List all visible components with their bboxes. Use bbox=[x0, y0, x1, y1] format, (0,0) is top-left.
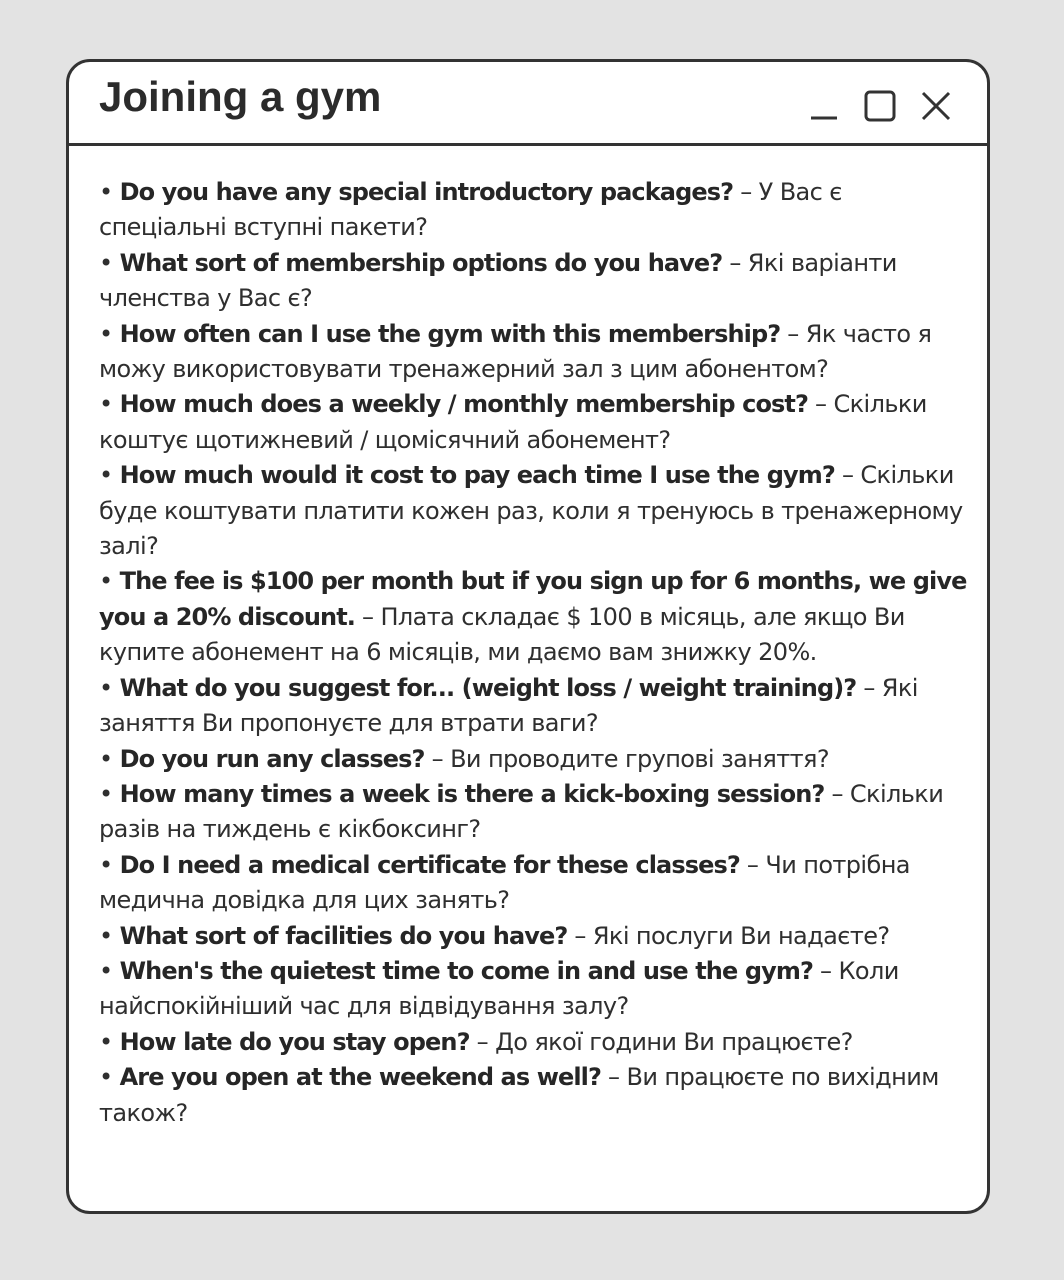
ukrainian-translation: Які варіанти членства у Вас є? bbox=[99, 248, 897, 313]
list-item: • What do you suggest for... (weight loss / weight training)? – Які заняття Ви пропонуєте для втрати ваги? bbox=[99, 673, 918, 738]
english-phrase: What sort of membership options do you have? bbox=[119, 248, 723, 277]
english-phrase: Are you open at the weekend as well? bbox=[119, 1063, 602, 1092]
english-phrase: Do you run any classes? bbox=[119, 744, 425, 773]
ukrainian-translation: Які заняття Ви пропонуєте для втрати ваги? bbox=[99, 673, 918, 738]
english-phrase: When's the quietest time to come in and use the gym? bbox=[119, 956, 813, 985]
ukrainian-translation: Скільки коштує щотижневий / щомісячний абонемент? bbox=[99, 390, 927, 454]
list-item: • Do I need a medical certificate for these classes? – Чи потрібна медична довідка для цих занять? bbox=[99, 850, 910, 915]
english-phrase: Do you have any special introductory packages? bbox=[119, 178, 734, 206]
maximize-icon[interactable] bbox=[863, 89, 897, 123]
list-item: • How many times a week is there a kick-boxing session? – Скільки разів на тиждень є кікбоксинг? bbox=[99, 779, 944, 844]
english-phrase: How late do you stay open? bbox=[119, 1027, 470, 1056]
list-item: • What sort of membership options do you have? – Які варіанти членства у Вас є? bbox=[99, 248, 897, 313]
ukrainian-translation: Скільки разів на тиждень є кікбоксинг? bbox=[99, 779, 944, 844]
list-item: • How often can I use the gym with this membership? – Як часто я можу використовувати тренажерний зал з цим абонентом? bbox=[99, 319, 932, 384]
ukrainian-translation: Ви проводите групові заняття? bbox=[450, 744, 829, 773]
list-item: • Do you have any special introductory packages? – У Вас є спеціальні вступні пакети? bbox=[99, 178, 842, 242]
ukrainian-translation: Ви працюєте по вихідним також? bbox=[99, 1063, 939, 1127]
window-title: Joining a gym bbox=[99, 73, 382, 120]
english-phrase: How much does a weekly / monthly membership cost? bbox=[119, 390, 809, 419]
gym-phrases-window bbox=[66, 59, 990, 1214]
english-phrase: What sort of facilities do you have? bbox=[119, 921, 568, 950]
ukrainian-translation: Чи потрібна медична довідка для цих занять? bbox=[99, 850, 910, 915]
list-item: • How much would it cost to pay each time I use the gym? – Скільки буде коштувати платити кожен раз, коли я тренуюсь в тренажерному залі? bbox=[99, 461, 963, 561]
list-item: • What sort of facilities do you have? – Які послуги Ви надаєте? bbox=[99, 921, 890, 950]
close-icon[interactable] bbox=[919, 89, 953, 123]
ukrainian-translation: Які послуги Ви надаєте? bbox=[592, 921, 890, 950]
english-phrase: How often can I use the gym with this membership? bbox=[119, 319, 781, 348]
ukrainian-translation: У Вас є спеціальні вступні пакети? bbox=[99, 178, 842, 242]
ukrainian-translation: До якої години Ви працюєте? bbox=[495, 1027, 853, 1056]
window-controls bbox=[807, 86, 953, 126]
minimize-icon[interactable] bbox=[807, 89, 841, 123]
list-item: • Do you run any classes? – Ви проводите групові заняття? bbox=[99, 744, 829, 773]
ukrainian-translation: Як часто я можу використовувати тренажерний зал з цим абонентом? bbox=[99, 319, 932, 384]
phrase-list bbox=[99, 175, 969, 1131]
ukrainian-translation: Плата складає $ 100 в місяць, але якщо Ви купите абонемент на 6 місяців, ми даємо вам знижку 20%. bbox=[99, 602, 905, 667]
list-item: • Are you open at the weekend as well? – Ви працюєте по вихідним також? bbox=[99, 1063, 939, 1127]
english-phrase: What do you suggest for... (weight loss / weight training)? bbox=[119, 673, 857, 702]
english-phrase: How many times a week is there a kick-boxing session? bbox=[119, 779, 825, 808]
ukrainian-translation: Коли найспокійніший час для відвідування залу? bbox=[99, 956, 899, 1021]
title-bar bbox=[69, 62, 987, 146]
english-phrase: How much would it cost to pay each time I use the gym? bbox=[119, 461, 835, 490]
list-item: • How late do you stay open? – До якої години Ви працюєте? bbox=[99, 1027, 853, 1056]
list-item: • When's the quietest time to come in and use the gym? – Коли найспокійніший час для відвідування залу? bbox=[99, 956, 899, 1021]
ukrainian-translation: Скільки буде коштувати платити кожен раз, коли я тренуюсь в тренажерному залі? bbox=[99, 461, 963, 561]
list-item: • How much does a weekly / monthly membership cost? – Скільки коштує щотижневий / щомісячний абонемент? bbox=[99, 390, 927, 454]
english-phrase: The fee is $100 per month but if you sign up for 6 months, we give you a 20% discount. bbox=[99, 567, 967, 631]
english-phrase: Do I need a medical certificate for these classes? bbox=[119, 850, 740, 879]
list-item: • The fee is $100 per month but if you sign up for 6 months, we give you a 20% discount. – Плата складає $ 100 в місяць, але якщо Ви купите абонемент на 6 місяців, ми даємо вам знижку 20%. bbox=[99, 567, 967, 667]
